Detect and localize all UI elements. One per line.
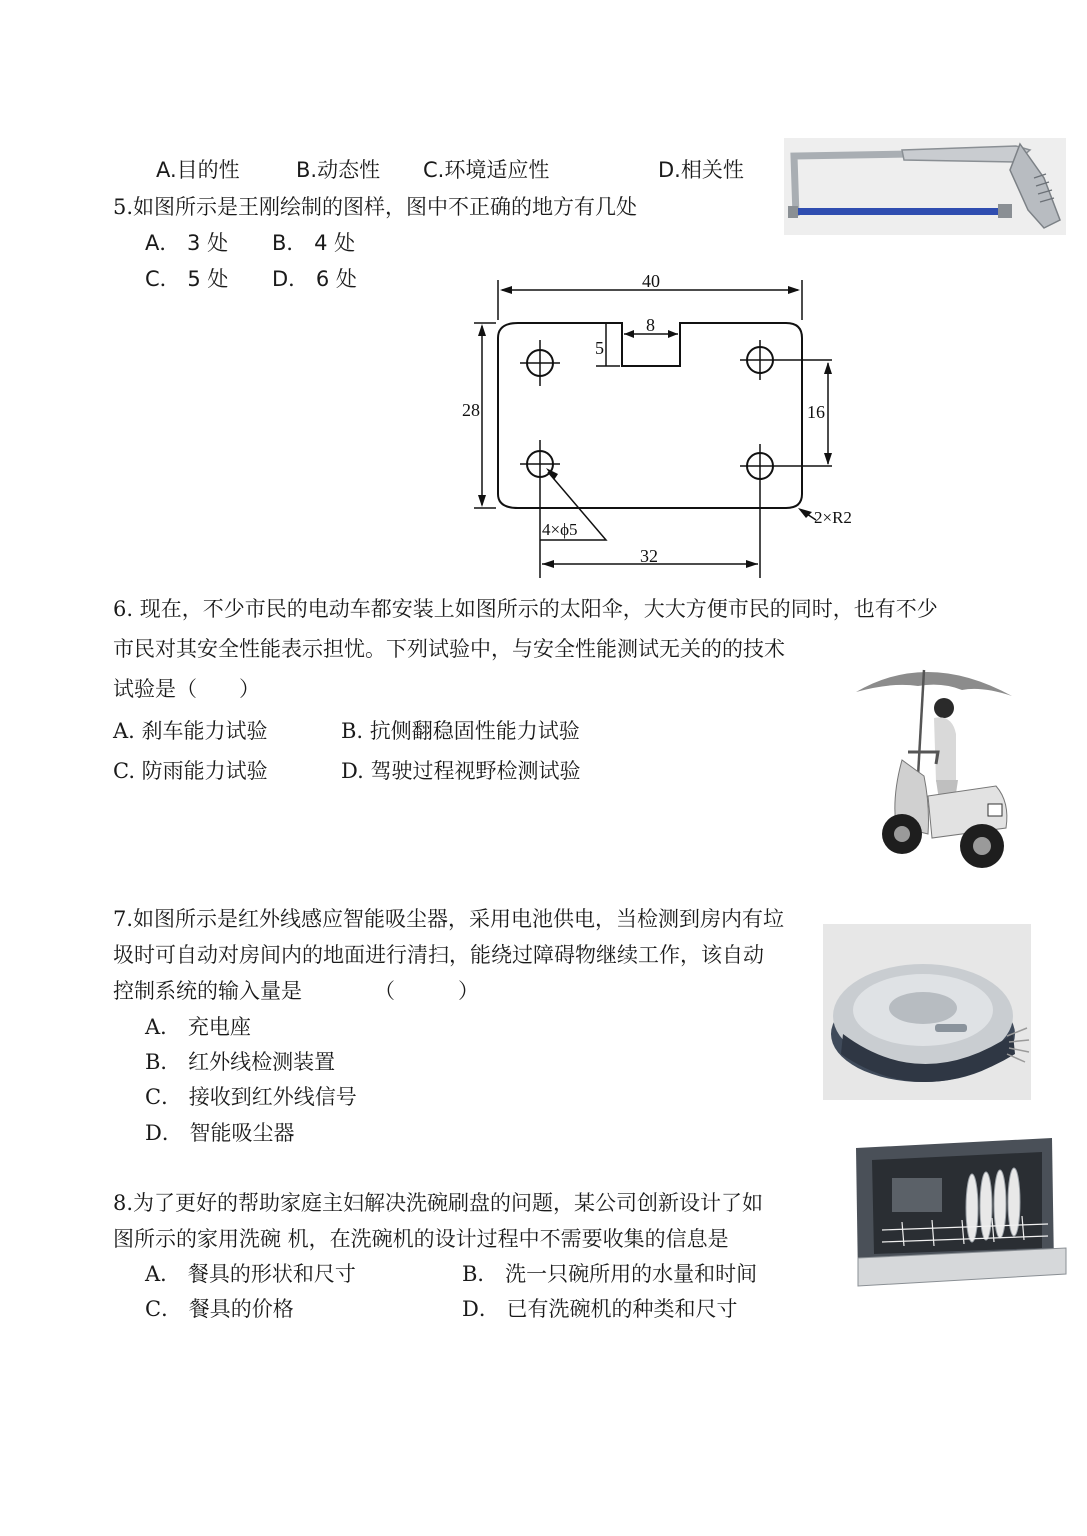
dim-label-holes: 4×ϕ5 [542,520,578,539]
dim-label-40: 40 [642,271,660,291]
robot-vacuum-photo [823,924,1031,1100]
hacksaw-photo [784,138,1066,235]
q6-option-b: B. 抗侧翻稳固性能力试验 [341,719,580,743]
q6-stem-line2: 市民对其安全性能表示担忧。下列试验中，与安全性能测试无关的的技术 [113,637,785,661]
dim-label-28: 28 [462,400,480,420]
q6-stem-line3: 试验是（ ） [113,677,260,701]
q4-option-d: D.相关性 [658,158,744,182]
q5-option-d: D． 6 处 [272,267,357,291]
q5-stem: 5.如图所示是王刚绘制的图样，图中不正确的地方有几处 [113,195,638,219]
q5-option-a: A． 3 处 [145,231,229,255]
q8-option-a: A． 餐具的形状和尺寸 [145,1262,356,1286]
q7-stem-line1: 7.如图所示是红外线感应智能吸尘器，采用电池供电，当检测到房内有垃 [113,907,785,931]
q7-option-b: B． 红外线检测装置 [145,1050,336,1074]
dim-label-32: 32 [640,546,658,566]
q6-stem-line1: 6. 现在，不少市民的电动车都安装上如图所示的太阳伞，大大方便市民的同时，也有不少 [113,597,938,621]
q7-stem-line2: 圾时可自动对房间内的地面进行清扫，能绕过障碍物继续工作，该自动 [113,943,764,967]
q4-option-a: A.目的性 [156,158,240,182]
q7-answer-paren: （ ） [374,979,479,1003]
q5-option-c: C． 5 处 [145,267,229,291]
hole-top-left [520,340,560,386]
q7-option-a: A． 充电座 [145,1015,251,1039]
engineering-drawing [460,268,870,580]
q8-stem-line2: 图所示的家用洗碗 机，在洗碗机的设计过程中不需要收集的信息是 [113,1227,729,1251]
q8-option-c: C． 餐具的价格 [145,1297,294,1321]
q4-option-c: C.环境适应性 [423,158,550,182]
q7-option-d: D． 智能吸尘器 [145,1121,295,1145]
q6-option-a: A. 刹车能力试验 [113,719,268,743]
dim-label-16: 16 [807,402,825,422]
q5-option-b: B． 4 处 [272,231,356,255]
q8-option-d: D． 已有洗碗机的种类和尺寸 [462,1297,738,1321]
q6-option-c: C. 防雨能力试验 [113,759,268,783]
scooter-umbrella-photo [852,656,1014,870]
dim-label-radius: 2×R2 [814,508,852,527]
q4-option-b: B.动态性 [296,158,381,182]
q7-option-c: C． 接收到红外线信号 [145,1085,357,1109]
q8-option-b: B． 洗一只碗所用的水量和时间 [462,1262,758,1286]
dim-label-5: 5 [595,338,604,358]
hole-top-right [740,340,832,380]
q8-stem-line1: 8.为了更好的帮助家庭主妇解决洗碗刷盘的问题，某公司创新设计了如 [113,1191,764,1215]
dishwasher-photo [852,1138,1068,1290]
q7-stem-line3: 控制系统的输入量是 [113,979,302,1003]
q6-option-d: D. 驾驶过程视野检测试验 [341,759,581,783]
dim-label-8: 8 [646,315,655,335]
